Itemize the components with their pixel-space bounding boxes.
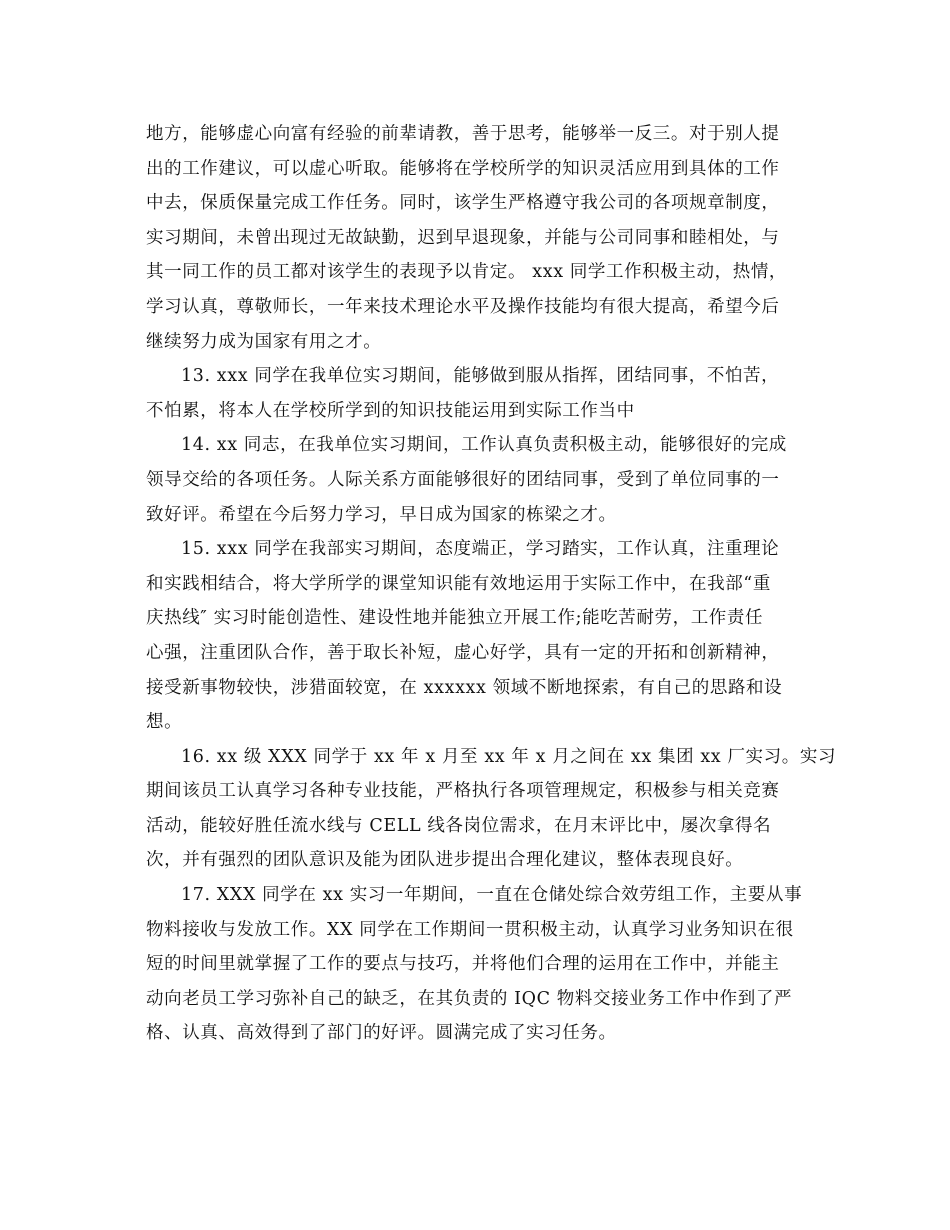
text-line: 出的工作建议，可以虚心听取。能够将在学校所学的知识灵活应用到具体的工作 bbox=[146, 158, 780, 179]
text-line: 领导交给的各项任务。人际关系方面能够很好的团结同事，受到了单位同事的一 bbox=[146, 469, 780, 490]
text-line: 地方，能够虚心向富有经验的前辈请教，善于思考，能够举一反三。对于别人提 bbox=[146, 124, 780, 144]
paragraph bbox=[146, 740, 837, 878]
text-line: 其一同工作的员工都对该学生的表现予以肯定。 xxx 同学工作积极主动，热情， bbox=[146, 262, 788, 283]
text-line: 学习认真，尊敬师长，一年来技术理论水平及操作技能均有很大提高，希望今后 bbox=[146, 296, 780, 317]
text-line: 格、认真、高效得到了部门的好评。圆满完成了实习任务。 bbox=[146, 1023, 617, 1044]
text-line: 动向老员工学习弥补自己的缺乏，在其负责的 IQC 物料交接业务工作中作到了严 bbox=[146, 988, 793, 1009]
text-line: 15. xxx 同学在我部实习期间，态度端正，学习踏实，工作认真，注重理论 bbox=[181, 539, 780, 560]
paragraph bbox=[146, 117, 806, 359]
text-line: 致好评。希望在今后努力学习，早日成为国家的栋梁之才。 bbox=[146, 504, 617, 525]
text-line: 13. xxx 同学在我单位实习期间，能够做到服从指挥，团结同事，不怕苦， bbox=[181, 366, 780, 387]
text-line: 中去，保质保量完成工作任务。同时，该学生严格遵守我公司的各项规章制度， bbox=[146, 193, 780, 214]
text-line: 次，并有强烈的团队意识及能为团队进步提出合理化建议，整体表现良好。 bbox=[146, 850, 744, 871]
text-line: 庆热线″ 实习时能创造性、建设性地并能独立开展工作;能吃苦耐劳，工作责任 bbox=[146, 608, 764, 629]
paragraph bbox=[146, 878, 806, 1051]
text-line: 想。 bbox=[146, 712, 183, 733]
paragraph bbox=[146, 428, 806, 532]
text-line: 接受新事物较快，涉猎面较宽，在 xxxxxx 领域不断地探索，有自己的思路和设 bbox=[146, 677, 783, 698]
document-body bbox=[146, 117, 837, 1051]
text-line: 活动，能较好胜任流水线与 CELL 线各岗位需求，在月末评比中，屡次拿得名 bbox=[146, 815, 772, 836]
text-line: 期间该员工认真学习各种专业技能，严格执行各项管理规定，积极参与相关竞赛 bbox=[146, 781, 780, 802]
text-line: 继续努力成为国家有用之才。 bbox=[146, 331, 382, 352]
paragraph bbox=[146, 532, 806, 740]
text-line: 和实践相结合，将大学所学的课堂知识能有效地运用于实际工作中，在我部“重 bbox=[146, 573, 771, 594]
text-line: 14. xx 同志，在我单位实习期间，工作认真负责积极主动，能够很好的完成 bbox=[181, 435, 787, 456]
text-line: 心强，注重团队合作，善于取长补短，虚心好学，具有一定的开拓和创新精神， bbox=[146, 642, 780, 663]
text-line: 不怕累，将本人在学校所学到的知识技能运用到实际工作当中 bbox=[146, 400, 635, 421]
text-line: 17. XXX 同学在 xx 实习一年期间，一直在仓储处综合效劳组工作，主要从事 bbox=[181, 885, 803, 906]
paragraph bbox=[146, 359, 806, 428]
text-line: 物料接收与发放工作。XX 同学在工作期间一贯积极主动，认真学习业务知识在很 bbox=[146, 919, 794, 940]
text-line: 16. xx 级 XXX 同学于 xx 年 x 月至 xx 年 x 月之间在 xx 集团 xx 厂实习。实习 bbox=[181, 746, 837, 767]
text-line: 实习期间，未曾出现过无故缺勤，迟到早退现象，并能与公司同事和睦相处，与 bbox=[146, 227, 780, 248]
text-line: 短的时间里就掌握了工作的要点与技巧，并将他们合理的运用在工作中，并能主 bbox=[146, 954, 780, 975]
